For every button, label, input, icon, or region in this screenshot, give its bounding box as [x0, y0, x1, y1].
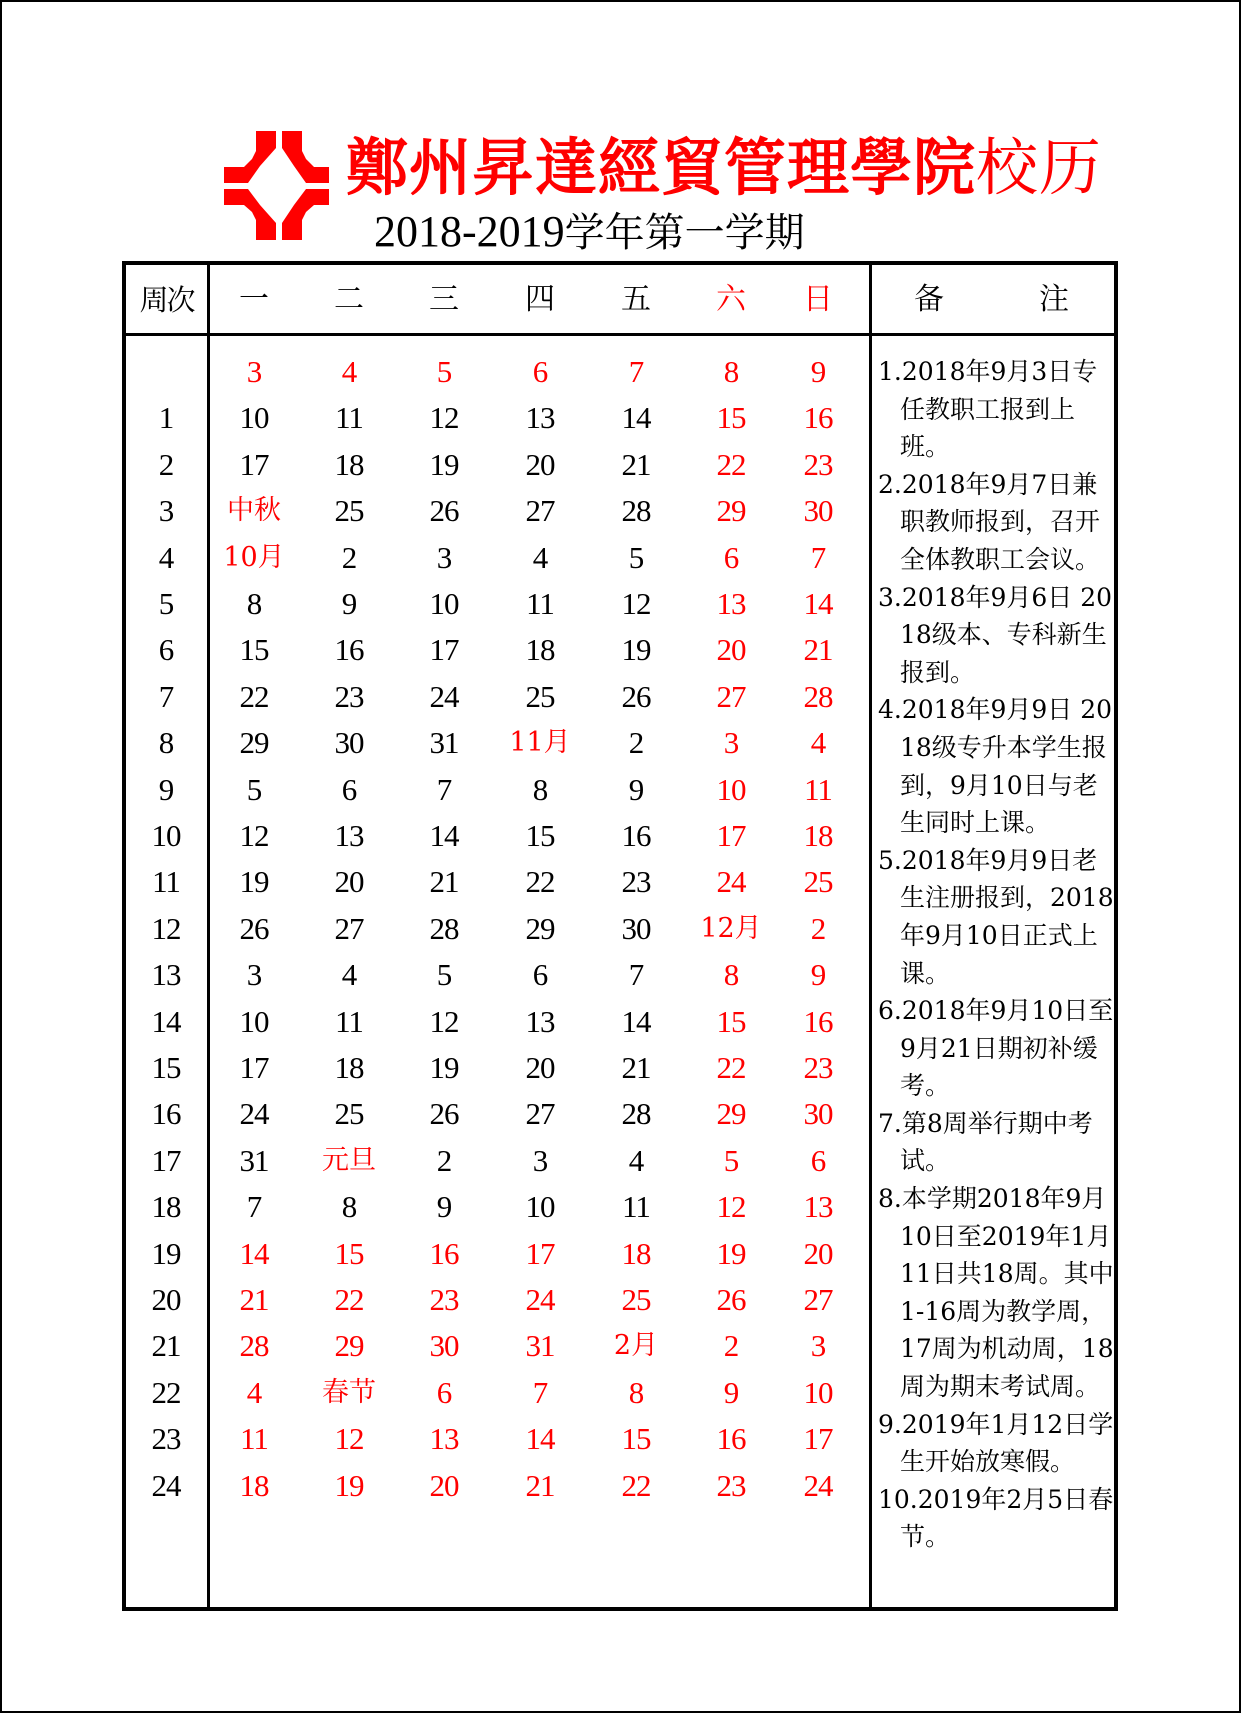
- day-cell: 17: [803, 1421, 833, 1457]
- day-cell: 7: [628, 957, 644, 993]
- day-cell: 15: [716, 1003, 746, 1039]
- header-sun: 日: [803, 282, 833, 317]
- week-number: 9: [158, 771, 174, 807]
- day-cell: 2: [628, 725, 644, 761]
- day-cell: 31: [525, 1328, 555, 1364]
- day-cell: 21: [621, 446, 651, 482]
- day-cell: 19: [429, 446, 459, 482]
- note-item: 2.2018年9月7日兼职教师报到，召开全体教职工会议。: [878, 469, 1101, 574]
- day-cell: 21: [239, 1282, 269, 1317]
- day-cell: 23: [334, 678, 364, 714]
- day-cell: 3: [723, 725, 739, 761]
- day-cell: 24: [239, 1096, 269, 1132]
- day-cell: 4: [532, 539, 548, 575]
- day-cell: 15: [621, 1421, 651, 1457]
- day-cell: 2: [341, 539, 357, 575]
- week-number: 22: [151, 1374, 181, 1410]
- day-cell: 3: [810, 1328, 826, 1364]
- day-cell: 3: [532, 1142, 548, 1178]
- week-number: 17: [151, 1142, 181, 1178]
- day-cell: 31: [429, 725, 459, 761]
- day-cell: 10: [429, 586, 459, 621]
- day-cell: 28: [429, 910, 459, 946]
- day-cell: 2: [810, 910, 826, 946]
- day-cell: 14: [621, 1003, 651, 1039]
- day-cell: 10: [239, 1003, 269, 1039]
- day-cell: 17: [239, 446, 269, 482]
- day-cell: 4: [341, 354, 357, 389]
- day-cell: 9: [810, 957, 826, 993]
- day-cell: 23: [621, 864, 651, 900]
- day-cell: 30: [621, 910, 651, 946]
- day-cell: 20: [525, 1050, 555, 1085]
- header-notes-b: 注: [1039, 282, 1069, 317]
- day-cell: 13: [716, 586, 746, 621]
- day-cell: 18: [803, 818, 833, 853]
- page-title: [346, 128, 1102, 208]
- school-logo-icon: [224, 131, 329, 240]
- week-number: 15: [151, 1050, 181, 1085]
- week-number: 1: [158, 400, 174, 436]
- note-item: 1.2018年9月3日专任教职工报到上班。: [878, 357, 1098, 462]
- day-cell: 18: [334, 1050, 364, 1085]
- day-cell: 26: [429, 1096, 459, 1132]
- day-cell: 24: [525, 1282, 555, 1317]
- day-cell: 20: [334, 864, 364, 900]
- day-cell: 12: [429, 400, 459, 436]
- day-cell: 16: [716, 1421, 746, 1457]
- day-cell: 22: [716, 446, 746, 482]
- day-cell: 29: [716, 493, 746, 529]
- week-number: 21: [151, 1328, 181, 1364]
- day-cell-label: 12月: [700, 912, 762, 944]
- header-week: 周次: [139, 283, 194, 317]
- day-cell: 3: [246, 354, 262, 389]
- day-cell: 12: [429, 1003, 459, 1039]
- week-number: 4: [158, 539, 174, 575]
- day-cell: 15: [239, 632, 269, 668]
- day-cell: 7: [628, 354, 644, 389]
- day-cell: 16: [803, 1003, 833, 1039]
- day-cell: 5: [628, 539, 644, 575]
- day-cell: 6: [532, 354, 548, 389]
- day-cell: 9: [628, 771, 644, 807]
- day-cell: 25: [334, 493, 364, 529]
- day-cell: 19: [716, 1235, 746, 1271]
- day-cell: 17: [716, 818, 746, 853]
- day-cell: 21: [429, 864, 459, 900]
- week-number: 12: [151, 910, 181, 946]
- day-cell: 16: [429, 1235, 459, 1271]
- week-number: 7: [158, 678, 174, 714]
- day-cell: 26: [239, 910, 269, 946]
- day-cell: 30: [803, 1096, 833, 1132]
- notes-list: [878, 353, 1114, 1556]
- note-item: 8.本学期2018年9月10日至2019年1月11日共18周。其中1-16周为教学周，17周为机动周，18周为期末考试周。: [878, 1184, 1114, 1402]
- day-cell: 8: [723, 354, 739, 389]
- day-cell: 6: [436, 1374, 452, 1410]
- day-cell: 7: [810, 539, 826, 575]
- day-cell: 21: [621, 1050, 651, 1085]
- day-cell: 18: [525, 632, 555, 668]
- day-cell: 9: [810, 354, 826, 389]
- note-item: 10.2019年2月5日春节。: [878, 1484, 1114, 1552]
- day-cell: 16: [334, 632, 364, 668]
- day-cell: 18: [621, 1235, 651, 1271]
- day-cell: 30: [429, 1328, 459, 1364]
- day-cell: 29: [334, 1328, 364, 1364]
- day-cell: 4: [246, 1374, 262, 1410]
- day-cell: 20: [429, 1467, 459, 1503]
- note-item: 6.2018年9月10日至9月21日期初补缓考。: [878, 996, 1114, 1101]
- day-cell: 18: [239, 1467, 269, 1503]
- day-cell: 9: [436, 1189, 452, 1225]
- day-cell: 27: [803, 1282, 833, 1317]
- week-number: 23: [151, 1421, 181, 1457]
- day-cell: 20: [803, 1235, 833, 1271]
- week-number: 24: [151, 1467, 181, 1503]
- day-cell: 26: [716, 1282, 746, 1317]
- header-thu: 四: [525, 282, 555, 317]
- academic-year: 2018-2019: [374, 207, 565, 256]
- day-cell: 30: [334, 725, 364, 761]
- header-fri: 五: [621, 282, 651, 317]
- notes-column-divider: [869, 265, 872, 1607]
- week-number: 3: [158, 493, 174, 529]
- title-suffix: 校历: [976, 131, 1103, 204]
- day-cell: 23: [803, 1050, 833, 1085]
- day-cell: 22: [239, 678, 269, 714]
- day-cell: 8: [628, 1374, 644, 1410]
- day-cell: 23: [716, 1467, 746, 1503]
- day-cell: 10: [803, 1374, 833, 1410]
- day-cell-label: 10月: [223, 541, 285, 573]
- day-cell: 11: [335, 400, 363, 436]
- day-cell: 20: [525, 446, 555, 482]
- day-cell: 22: [525, 864, 555, 900]
- day-cell: 10: [716, 771, 746, 807]
- day-cell: 5: [436, 354, 452, 389]
- day-cell: 13: [803, 1189, 833, 1225]
- note-item: 7.第8周举行期中考试。: [878, 1108, 1093, 1176]
- day-cell: 14: [239, 1235, 269, 1271]
- day-cell: 16: [803, 400, 833, 436]
- day-cell: 27: [525, 493, 555, 529]
- day-cell: 25: [525, 678, 555, 714]
- day-cell: 4: [628, 1142, 644, 1178]
- day-cell: 5: [436, 957, 452, 993]
- day-cell: 2: [436, 1142, 452, 1178]
- school-name: 鄭州昇達經貿管理學院: [346, 131, 977, 204]
- day-cell: 25: [803, 864, 833, 900]
- day-cell: 4: [810, 725, 826, 761]
- day-cell: 10: [525, 1189, 555, 1225]
- day-cell: 15: [525, 818, 555, 853]
- day-cell: 24: [716, 864, 746, 900]
- day-cell: 24: [803, 1467, 833, 1503]
- day-cell: 22: [334, 1282, 364, 1317]
- day-cell: 8: [723, 957, 739, 993]
- week-number: 11: [152, 864, 180, 900]
- day-cell: 18: [334, 446, 364, 482]
- header-notes-a: 备: [914, 282, 944, 317]
- day-cell: 6: [532, 957, 548, 993]
- day-cell: 11: [335, 1003, 363, 1039]
- day-cell: 8: [341, 1189, 357, 1225]
- header-mon: 一: [239, 282, 269, 317]
- day-cell: 6: [810, 1142, 826, 1178]
- day-cell: 30: [803, 493, 833, 529]
- day-cell: 17: [429, 632, 459, 668]
- day-cell: 21: [525, 1467, 555, 1503]
- day-cell: 12: [334, 1421, 364, 1457]
- header-wed: 三: [429, 282, 459, 317]
- week-number: 2: [158, 446, 174, 482]
- day-cell: 19: [621, 632, 651, 668]
- day-cell: 19: [239, 864, 269, 900]
- day-cell: 29: [239, 725, 269, 761]
- semester-subtitle: [374, 206, 805, 258]
- header-sat: 六: [716, 282, 746, 317]
- day-cell: 8: [532, 771, 548, 807]
- day-cell: 19: [334, 1467, 364, 1503]
- day-cell-label: 元旦: [322, 1144, 376, 1176]
- day-cell-label: 春节: [322, 1376, 376, 1408]
- calendar-table: [122, 261, 1118, 1611]
- day-cell: 13: [525, 400, 555, 436]
- day-cell: 21: [803, 632, 833, 668]
- day-cell: 17: [239, 1050, 269, 1085]
- day-cell: 13: [429, 1421, 459, 1457]
- day-cell: 13: [334, 818, 364, 853]
- day-cell: 31: [239, 1142, 269, 1178]
- day-cell: 11: [526, 586, 554, 621]
- semester-label: 学年第一学期: [564, 210, 805, 256]
- note-item: 5.2018年9月9日老生注册报到，2018年9月10日正式上课。: [878, 845, 1114, 988]
- day-cell: 7: [532, 1374, 548, 1410]
- week-number: 20: [151, 1282, 181, 1317]
- day-cell: 14: [525, 1421, 555, 1457]
- day-cell-label: 2月: [613, 1330, 659, 1362]
- day-cell: 28: [621, 1096, 651, 1132]
- day-cell: 27: [334, 910, 364, 946]
- day-cell: 9: [723, 1374, 739, 1410]
- day-cell: 5: [246, 771, 262, 807]
- day-cell: 28: [803, 678, 833, 714]
- day-cell: 7: [436, 771, 452, 807]
- day-cell: 5: [723, 1142, 739, 1178]
- day-cell: 7: [246, 1189, 262, 1225]
- note-item: 3.2018年9月6日 2018级本、专科新生报到。: [878, 582, 1113, 687]
- day-cell: 15: [716, 400, 746, 436]
- day-cell: 14: [621, 400, 651, 436]
- day-cell: 3: [436, 539, 452, 575]
- week-number: 18: [151, 1189, 181, 1225]
- day-cell: 25: [621, 1282, 651, 1317]
- day-cell: 4: [341, 957, 357, 993]
- day-cell: 15: [334, 1235, 364, 1271]
- day-cell-label: 中秋: [227, 495, 281, 527]
- day-cell: 23: [429, 1282, 459, 1317]
- day-cell: 11: [240, 1421, 268, 1457]
- day-cell: 24: [429, 678, 459, 714]
- day-cell: 10: [239, 400, 269, 436]
- day-cell: 12: [716, 1189, 746, 1225]
- day-cell: 13: [525, 1003, 555, 1039]
- day-cell: 8: [246, 586, 262, 621]
- day-cell: 9: [341, 586, 357, 621]
- day-cell: 14: [803, 586, 833, 621]
- day-cell: 12: [621, 586, 651, 621]
- day-cell: 29: [525, 910, 555, 946]
- week-number: 16: [151, 1096, 181, 1132]
- week-number: 6: [158, 632, 174, 668]
- note-item: 4.2018年9月9日 2018级专升本学生报到，9月10日与老生同时上课。: [878, 695, 1113, 838]
- week-number: 13: [151, 957, 181, 993]
- day-cell: 2: [723, 1328, 739, 1364]
- day-cell: 6: [723, 539, 739, 575]
- week-number: 19: [151, 1235, 181, 1271]
- day-cell: 23: [803, 446, 833, 482]
- week-number: [126, 349, 206, 395]
- week-number: 8: [158, 725, 174, 761]
- day-cell: 27: [716, 678, 746, 714]
- day-cell: 17: [525, 1235, 555, 1271]
- day-cell: 12: [239, 818, 269, 853]
- day-cell: 28: [621, 493, 651, 529]
- day-cell: 27: [525, 1096, 555, 1132]
- note-item: 9.2019年1月12日学生开始放寒假。: [878, 1409, 1114, 1477]
- day-cell: 6: [341, 771, 357, 807]
- day-cell: 19: [429, 1050, 459, 1085]
- day-cell: 29: [716, 1096, 746, 1132]
- day-cell: 28: [239, 1328, 269, 1364]
- day-cell: 26: [621, 678, 651, 714]
- day-cell: 3: [246, 957, 262, 993]
- header-tue: 二: [334, 282, 364, 317]
- day-cell-label: 11月: [509, 727, 571, 759]
- week-number: 14: [151, 1003, 181, 1039]
- day-cell: 25: [334, 1096, 364, 1132]
- day-cell: 20: [716, 632, 746, 668]
- day-cell: 11: [804, 771, 832, 807]
- day-cell: 22: [621, 1467, 651, 1503]
- week-number: 10: [151, 818, 181, 853]
- day-cell: 14: [429, 818, 459, 853]
- day-cell: 22: [716, 1050, 746, 1085]
- day-cell: 26: [429, 493, 459, 529]
- day-cell: 11: [622, 1189, 650, 1225]
- day-cell: 16: [621, 818, 651, 853]
- week-number: 5: [158, 586, 174, 621]
